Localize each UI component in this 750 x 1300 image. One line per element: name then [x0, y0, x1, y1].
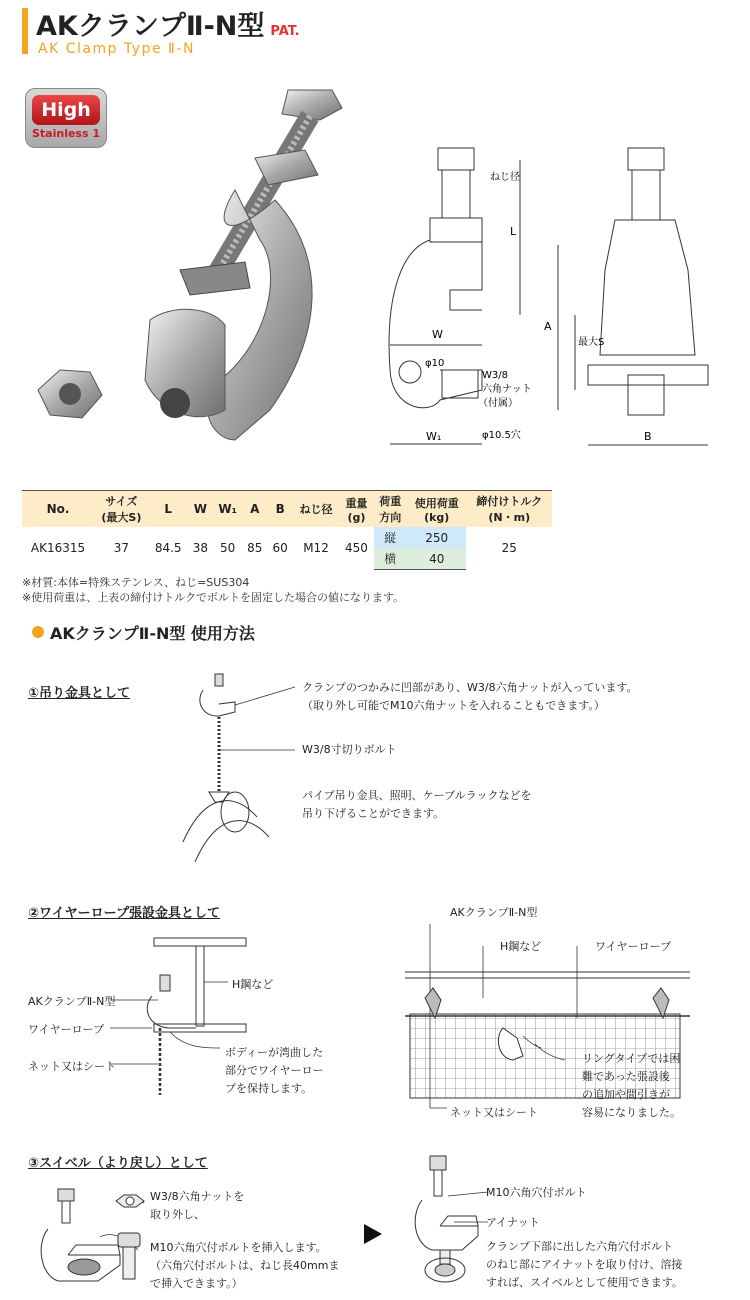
th-W1: W₁: [213, 491, 242, 528]
title-accent-bar: [22, 8, 28, 54]
usage-title: AKクランプⅡ-N型 使用方法: [50, 624, 255, 643]
cell-size: 37: [113, 541, 129, 556]
cell-screw: M12: [303, 541, 329, 556]
usage3-bolt-line3: で挿入できます。）: [150, 1277, 243, 1290]
usage3-bolt-line2: （六角穴付ボルトは、ねじ長40mmま: [150, 1259, 340, 1272]
cell-W: 38: [192, 541, 208, 556]
page-title: AKクランプⅡ-N型 PAT.: [36, 11, 300, 42]
usage2-body-line3: プを保持します。: [225, 1082, 313, 1095]
cell-no: AK16315: [30, 541, 86, 556]
usage1-illustration: [175, 672, 305, 862]
usage2-net: ネット又はシート: [28, 1060, 116, 1073]
cell-weight: 450: [344, 541, 368, 556]
th-L: L: [149, 491, 188, 528]
dim-nut-1: W3/8: [482, 370, 508, 381]
usage2-ring-line1: リングタイプでは困: [582, 1052, 681, 1065]
usage3-nut-line1: W3/8六角ナットを: [150, 1190, 245, 1203]
usage3-nut-bolt-icons: [112, 1193, 148, 1283]
note-load: ※使用荷重は、上表の締付けトルクでボルトを固定した場合の値になります。: [22, 591, 405, 604]
th-load: 使用荷重 (kg): [407, 491, 467, 528]
th-A: A: [242, 491, 267, 528]
usage3-nut-line2: 取り外し、: [150, 1208, 205, 1221]
usage1-text2-line2: 吊り下げることができます。: [302, 807, 445, 820]
spec-row: [22, 527, 552, 548]
dim-max-s: 最大S: [578, 337, 605, 348]
usage2-right-wire: ワイヤーロープ: [595, 940, 672, 953]
dim-W1: W₁: [426, 430, 442, 443]
dim-hole: φ10.5穴: [482, 430, 521, 441]
arrow-right-icon: [360, 1222, 384, 1246]
th-screw: ねじ径: [293, 491, 339, 528]
usage2-clamp: AKクランプⅡ-N型: [28, 995, 116, 1008]
dim-phi10: φ10: [425, 358, 445, 369]
usage3-right-line2: のねじ部にアイナットを取り付け、溶接: [486, 1258, 683, 1271]
usage2-body-line2: 部分でワイヤーロー: [225, 1064, 324, 1077]
usage2-right-h: H鋼など: [500, 940, 542, 953]
th-B: B: [267, 491, 292, 528]
usage1-text1-line1: クランプのつかみに凹部があり、W3/8六角ナットが入っています。: [302, 681, 638, 694]
usage3-bolt-line1: M10六角穴付ボルトを挿入します。: [150, 1241, 327, 1254]
usage3-right-illustration: [400, 1152, 490, 1287]
dim-A: A: [544, 320, 552, 333]
cell-L: 84.5: [154, 541, 182, 556]
dim-nut-2: 六角ナット: [482, 384, 532, 395]
usage1-text1-line2: （取り外し可能でM10六角ナットを入れることもできます。）: [302, 699, 605, 712]
usage2-right-net: ネット又はシート: [450, 1106, 538, 1119]
dim-screw-dia: ねじ径: [490, 172, 520, 183]
badge-stainless: Stainless 1: [31, 127, 100, 140]
usage1-text2: [302, 787, 531, 823]
cell-dir-v: 縦: [374, 527, 407, 548]
page-subtitle: AK Clamp Type Ⅱ-N: [38, 41, 195, 57]
usage3-right-line1: クランプ下部に出した六角穴付ボルト: [486, 1240, 673, 1253]
usage2-heading: ②ワイヤーロープ張設金具として: [28, 906, 220, 921]
usage2-wire: ワイヤーロープ: [28, 1023, 105, 1036]
usage2-body-line1: ボディーが湾曲した: [225, 1046, 324, 1059]
cell-load-h: 40: [407, 548, 467, 570]
usage2-ring-text: [582, 1050, 681, 1122]
cell-dir-h: 横: [374, 548, 407, 570]
usage2-right-clamp: AKクランプⅡ-N型: [450, 906, 538, 919]
usage2-body-text: [225, 1044, 324, 1098]
dim-B: B: [644, 430, 652, 443]
th-direction: 荷重 方向: [374, 491, 407, 528]
dim-W: W: [432, 328, 443, 341]
badge-high: High: [32, 95, 100, 125]
cell-B: 60: [272, 541, 288, 556]
th-W: W: [188, 491, 213, 528]
usage1-bolt: W3/8寸切りボルト: [302, 743, 397, 756]
cell-A: 85: [247, 541, 263, 556]
spec-table: [22, 490, 552, 570]
usage3-heading: ③スイベル（より戻し）として: [28, 1156, 208, 1171]
cell-load-v: 250: [407, 527, 467, 548]
product-photo: [20, 80, 360, 480]
cell-W1: 50: [219, 541, 236, 556]
usage3-nut-text: [150, 1188, 244, 1224]
usage1-heading: ①吊り金具として: [28, 686, 131, 701]
usage3-eyenut: アイナット: [486, 1216, 540, 1229]
dimension-drawing: [370, 140, 730, 460]
usage2-h-steel: H鋼など: [232, 978, 274, 991]
usage2-ring-line4: 容易になりました。: [582, 1106, 681, 1119]
spec-header-row: [22, 491, 552, 528]
cell-torque: 25: [501, 541, 517, 556]
dim-nut-3: （付属）: [478, 398, 518, 409]
usage3-right-line3: すれば、スイベルとして使用できます。: [486, 1276, 683, 1289]
usage2-ring-line2: 難であった張設後: [582, 1070, 670, 1083]
note-material: ※材質:本体=特殊ステンレス、ねじ=SUS304: [22, 576, 250, 589]
th-size: サイズ (最大S): [94, 491, 149, 528]
usage1-text1: [302, 679, 637, 715]
usage1-text2-line1: パイプ吊り金具、照明、ケーブルラックなどを: [302, 789, 532, 802]
dim-L: L: [510, 225, 517, 238]
pat-mark: PAT.: [270, 24, 300, 39]
usage2-ring-line3: の追加や間引きが: [582, 1088, 670, 1101]
usage3-r-bolt: M10六角穴付ボルト: [486, 1186, 587, 1199]
th-torque: 締付けトルク (N・m): [466, 491, 552, 528]
usage3-bolt-text: [150, 1239, 339, 1293]
th-no: No.: [22, 491, 94, 528]
usage3-right-text: [486, 1238, 683, 1292]
th-weight: 重量 (g): [339, 491, 373, 528]
section-dot: [32, 626, 44, 638]
